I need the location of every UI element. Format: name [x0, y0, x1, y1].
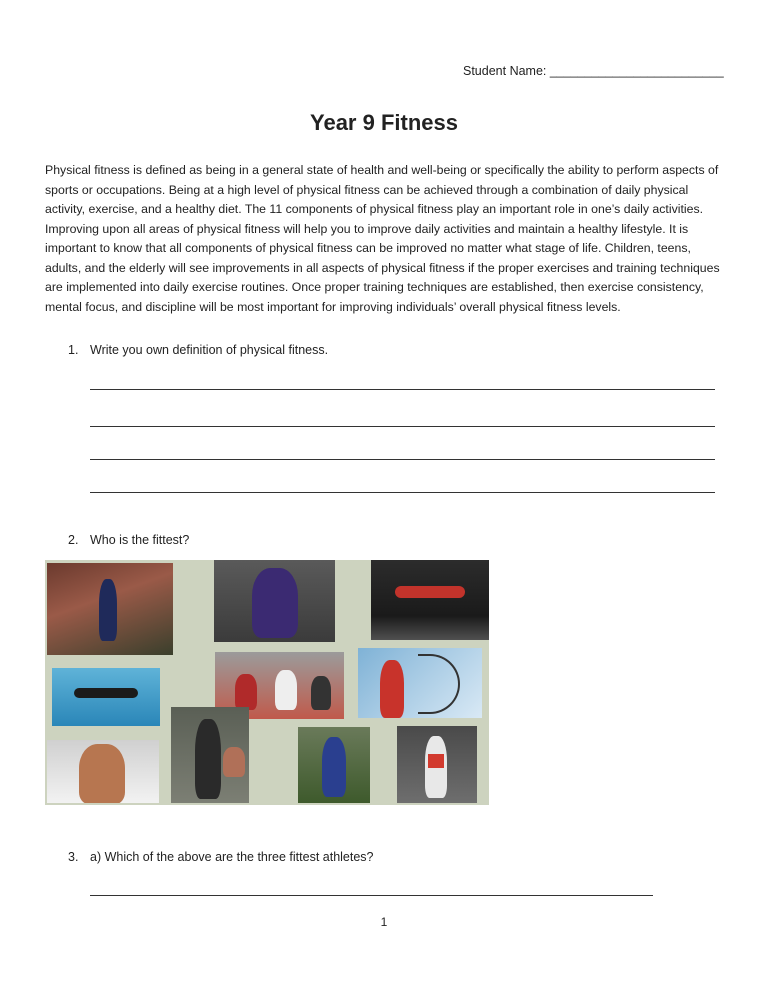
- question-2: [68, 533, 189, 547]
- question-text: a) Which of the above are the three fittest athletes?: [90, 850, 374, 864]
- answer-line-4[interactable]: [90, 492, 715, 493]
- athlete-photo-runner: [397, 726, 477, 803]
- athlete-photo-gridiron: [214, 560, 335, 642]
- athlete-photo-triathlete: [171, 707, 249, 803]
- athletes-collage: [45, 560, 489, 805]
- student-name-field[interactable]: Student Name: _________________________: [463, 64, 724, 78]
- question-3: [68, 850, 374, 864]
- question-text: Write you own definition of physical fitness.: [90, 343, 329, 357]
- athlete-photo-bodybuilder: [47, 740, 159, 803]
- page-title: Year 9 Fitness: [310, 110, 458, 135]
- intro-paragraph: Physical fitness is defined as being in a general state of health and well-being or specifically the ability to perform aspects of sports or occupations. Being at a high level of physical fitness can be achieved through a combination of daily physical activity, exercise, and a healthy diet. The 11 components of physical fitness play an important role in one’s daily activities. Improving upon all areas of physical fitness will help you to improve daily activities and maintain a healthy lifestyle. It is important to know that all components of physical fitness can be improved no matter what stage of life. Children, teens, adults, and the elderly will see improvements in all aspects of physical fitness if the proper exercises and training techniques are implemented into daily exercise routines. Once proper training techniques are established, then exercise consistency, mental focus, and discipline will be most important for improving individuals’ overall physical fitness levels.: [45, 163, 720, 314]
- athlete-photo-swimmer: [52, 668, 160, 726]
- question-text: Who is the fittest?: [90, 533, 190, 547]
- answer-line-3[interactable]: [90, 459, 715, 460]
- answer-line-1[interactable]: [90, 389, 715, 390]
- question-1: [68, 343, 328, 357]
- athlete-photo-archer: [358, 648, 482, 718]
- athlete-photo-gymnast: [371, 560, 489, 640]
- answer-line-q3[interactable]: [90, 895, 653, 896]
- answer-line-2[interactable]: [90, 426, 715, 427]
- question-number: 1.: [68, 343, 79, 357]
- page-number: 1: [380, 915, 388, 929]
- question-number: 3.: [68, 850, 79, 864]
- athlete-photo-soccer-player: [298, 727, 370, 803]
- athlete-photo-footballer: [47, 563, 173, 655]
- question-number: 2.: [68, 533, 79, 547]
